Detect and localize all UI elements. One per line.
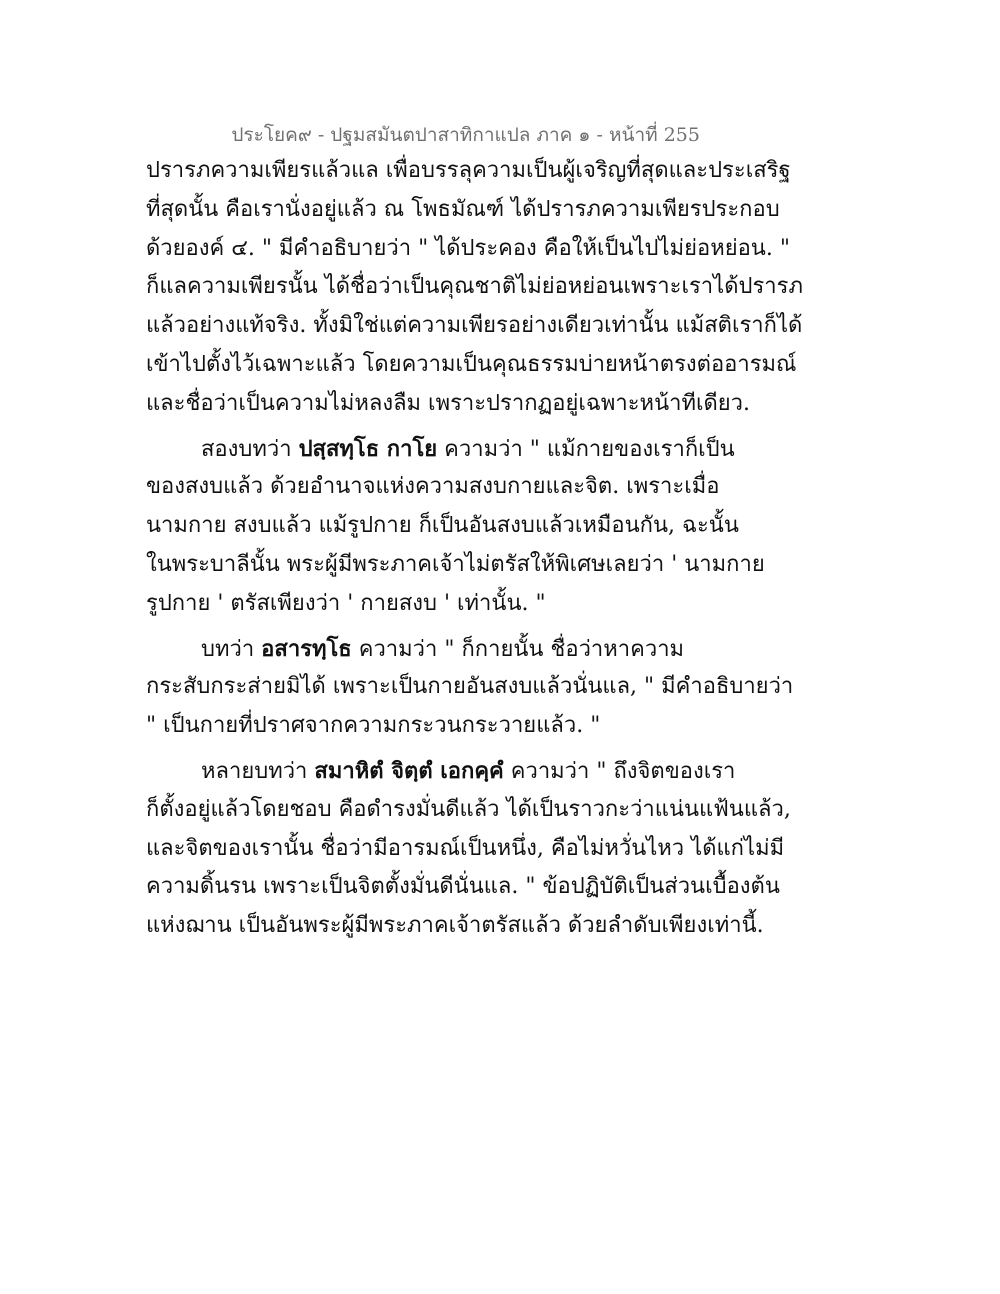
text-line: และชื่อว่าเป็นความไม่หลงลืม เพราะปรากฏอยู่เฉพาะหน้าทีเดียว.: [146, 390, 751, 416]
text-fragment: บทว่า: [201, 636, 262, 662]
text-line: [146, 430, 735, 469]
text-line: เข้าไปตั้งไว้เฉพาะแล้ว โดยความเป็นคุณธรรมบ่ายหน้าตรงต่ออารมณ์: [146, 351, 797, 377]
text-line: ของสงบแล้ว ด้วยอำนาจแห่งความสงบกายและจิต. เพราะเมื่อ: [146, 474, 720, 500]
text-fragment: สองบทว่า: [201, 436, 299, 462]
paragraph-2: [146, 430, 765, 624]
text-line: กระสับกระส่ายมิได้ เพราะเป็นกายอันสงบแล้วนั่นแล, " มีคำอธิบายว่า: [146, 674, 794, 700]
text-line: " เป็นกายที่ปราศจากความกระวนกระวายแล้ว. ": [146, 713, 601, 739]
text-line: ความดิ้นรน เพราะเป็นจิตตั้งมั่นดีนั่นแล. " ข้อปฏิบัติเป็นส่วนเบื้องต้น: [146, 874, 780, 900]
text-line: [146, 630, 706, 669]
text-line: ก็ตั้งอยู่แล้วโดยชอบ คือดำรงมั่นดีแล้ว ได้เป็นราวกะว่าแน่นแฟ้นแล้ว,: [146, 796, 791, 822]
page-header: ประโยค๙ - ปฐมสมันตปาสาทิกาแปล ภาค ๑ - หน้าที่ 255: [231, 124, 700, 146]
paragraph-1: [146, 152, 803, 424]
text-fragment: ความว่า " ถึงจิตของเรา: [503, 758, 736, 784]
paragraph-4: [146, 752, 791, 946]
text-line: ที่สุดนั้น คือเรานั่งอยู่แล้ว ณ โพธมัณฑ์ ได้ปรารภความเพียรประกอบ: [146, 196, 780, 222]
text-line: และจิตของเรานั้น ชื่อว่ามีอารมณ์เป็นหนึ่ง, คือไม่หวั่นไหว ได้แก่ไม่มี: [146, 835, 785, 861]
text-line: ในพระบาลีนั้น พระผู้มีพระภาคเจ้าไม่ตรัสให้พิเศษเลยว่า ' นามกาย: [146, 551, 765, 577]
text-line: ด้วยองค์ ๔. " มีคำอธิบายว่า " ได้ประคอง คือให้เป็นไปไม่ย่อหย่อน. ": [146, 235, 790, 261]
text-fragment: ความว่า " แม้กายของเราก็เป็น: [437, 436, 735, 462]
pali-term: สมาหิตํ จิตฺตํ เอกคฺคํ: [314, 757, 504, 784]
text-line: ปรารภความเพียรแล้วแล เพื่อบรรลุความเป็นผู้เจริญที่สุดและประเสริฐ: [146, 158, 791, 183]
text-line: รูปกาย ' ตรัสเพียงว่า ' กายสงบ ' เท่านั้น. ": [146, 590, 546, 616]
text-fragment: หลายบทว่า: [201, 758, 315, 784]
text-line: นามกาย สงบแล้ว แม้รูปกาย ก็เป็นอันสงบแล้วเหมือนกัน, ฉะนั้น: [146, 513, 739, 539]
text-line: [146, 752, 736, 791]
pali-term: อสารทฺโธ: [261, 635, 352, 662]
body-text: [146, 152, 803, 946]
text-fragment: ความว่า " ก็กายนั้น ชื่อว่าหาความ: [351, 636, 685, 662]
paragraph-3: [146, 630, 794, 746]
text-line: ก็แลความเพียรนั้น ได้ชื่อว่าเป็นคุณชาติไม่ย่อหย่อนเพราะเราได้ปรารภ: [146, 274, 803, 300]
pali-term: ปสฺสทฺโธ กาโย: [298, 435, 438, 462]
text-line: แล้วอย่างแท้จริง. ทั้งมิใช่แต่ความเพียรอย่างเดียวเท่านั้น แม้สติเราก็ได้: [146, 313, 803, 339]
text-line: แห่งฌาน เป็นอันพระผู้มีพระภาคเจ้าตรัสแล้ว ด้วยลำดับเพียงเท่านี้.: [146, 913, 764, 939]
